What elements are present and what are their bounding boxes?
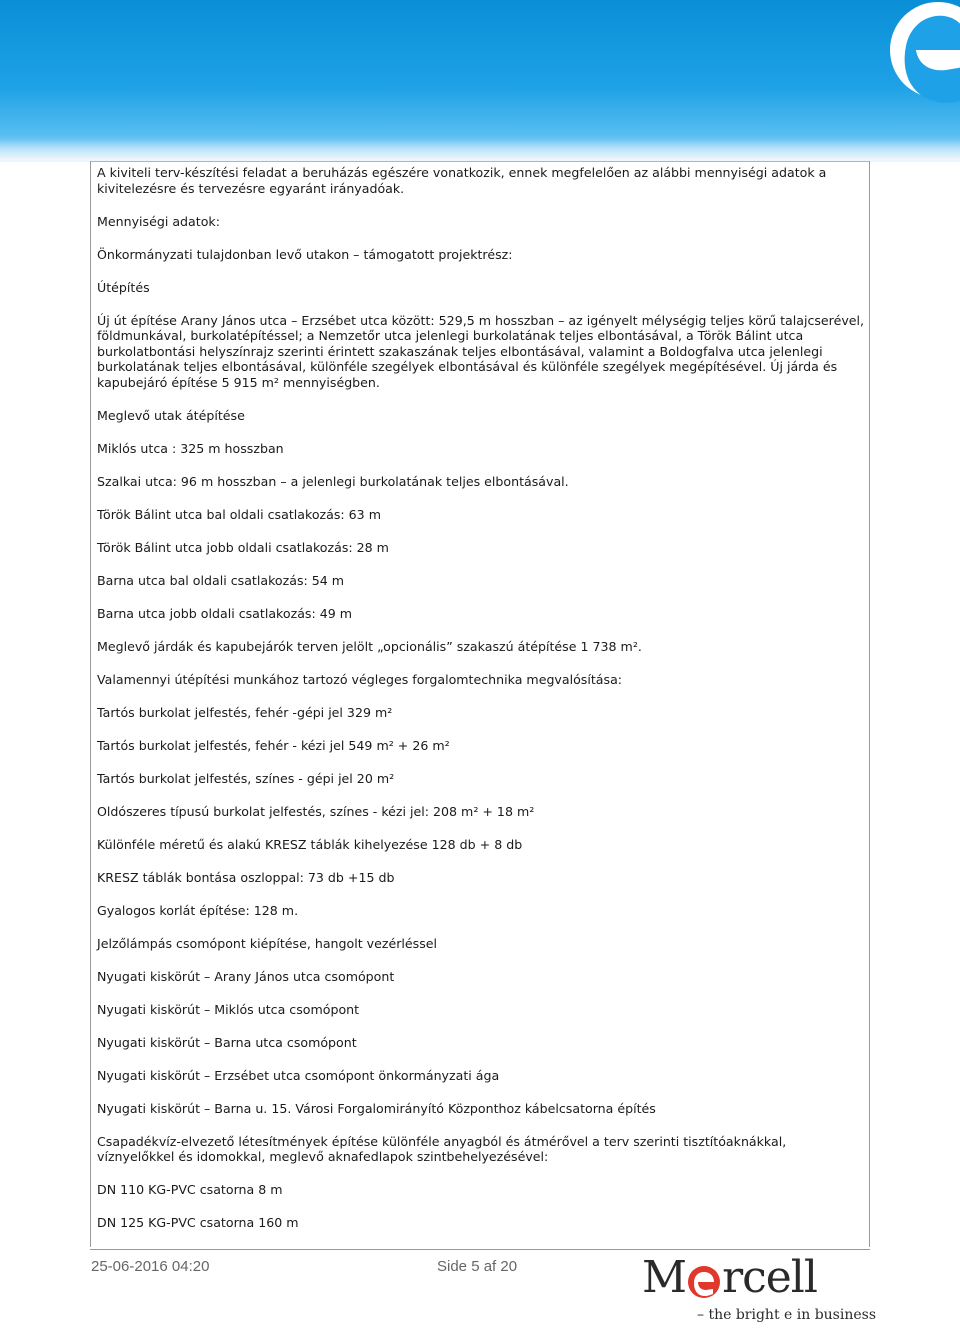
list-item: Nyugati kiskörút – Erzsébet utca csomópont önkormányzati ága (97, 1067, 500, 1083)
list-item: Tartós burkolat jelfestés, fehér -gépi jel 329 m² (97, 704, 393, 720)
list-item: Gyalogos korlát építése: 128 m. (97, 902, 299, 918)
list-item: Nyugati kiskörút – Miklós utca csomópont (97, 1001, 360, 1017)
list-item: Miklós utca : 325 m hosszban (97, 440, 284, 456)
list-item: DN 110 KG-PVC csatorna 8 m (97, 1182, 283, 1197)
brand-logo (642, 1252, 877, 1324)
list-item: Tartós burkolat jelfestés, színes - gépi jel 20 m² (97, 770, 395, 786)
paragraph-intro: A kiviteli terv-készítési feladat a beruházás egészére vonatkozik, ennek megfelelően az alábbi mennyiségi adatok a kivitelezésre és tervezésre egyaránt irányadóak. (97, 165, 827, 196)
brand-letter-m: M (642, 1252, 687, 1303)
footer-date: 25-06-2016 04:20 (91, 1258, 210, 1275)
list-item: Török Bálint utca bal oldali csatlakozás: 63 m (97, 506, 381, 522)
paragraph-new-road: Új út építése Arany János utca – Erzsébet utca között: 529,5 m hosszban – az igényelt mélységig teljes körű talajcserével, földmunkával, burkolatépítéssel; a Nemzetőr utca jelenlegi burkolatának teljes elbontásával, a Török Bálint utca burkolatbontási helyszínrajz szerinti érintett szakaszának teljes elbontásával, valamint a Boldogfalva utca jelenlegi burkolatának teljes elbontásával, különféle szegélyek elbontásával és különféle szegélyek megépítésével. Új járda és kapubejáró építése 5 915 m² mennyiségben. (97, 312, 865, 390)
brand-letters-rest: rcell (722, 1252, 817, 1303)
heading-municipal-roads: Önkormányzati tulajdonban levő utakon – támogatott projektrész: (97, 246, 513, 262)
list-item: Nyugati kiskörút – Barna utca csomópont (97, 1034, 357, 1050)
heading-existing-roads: Meglevő utak átépítése (97, 407, 245, 423)
list-item: Barna utca jobb oldali csatlakozás: 49 m (97, 605, 353, 621)
document-body (97, 165, 865, 1248)
heading-traffic-lights: Jelzőlámpás csomópont kiépítése, hangolt vezérléssel (97, 935, 438, 951)
brand-wordmark (642, 1252, 817, 1304)
list-item: Szalkai utca: 96 m hosszban – a jelenlegi burkolatának teljes elbontásával. (97, 473, 569, 489)
footer-page-number: Side 5 af 20 (437, 1258, 518, 1275)
list-item: KRESZ táblák bontása oszloppal: 73 db +15 db (97, 869, 395, 885)
brand-e-icon (686, 1252, 722, 1304)
list-item: Nyugati kiskörút – Barna u. 15. Városi Forgalomirányító Központhoz kábelcsatorna építés (97, 1100, 656, 1116)
heading-traffic-technology: Valamennyi útépítési munkához tartozó végleges forgalomtechnika megvalósítása: (97, 671, 623, 687)
header-band (0, 0, 960, 158)
footer-rule (90, 1249, 870, 1250)
list-item: Különféle méretű és alakú KRESZ táblák kihelyezése 128 db + 8 db (97, 836, 523, 852)
paragraph-drainage: Csapadékvíz-elvezető létesítmények építése különféle anyagból és átmérővel a terv szerinti tisztítóaknákkal, víznyelőkkel és idomokkal, meglevő aknafedlapok szintbehelyezésével: (97, 1133, 787, 1164)
list-item: Oldószeres típusú burkolat jelfestés, színes - kézi jel: 208 m² + 18 m² (97, 803, 535, 819)
heading-quantities: Mennyiségi adatok: (97, 213, 220, 229)
brand-tagline: – the bright e in business (697, 1307, 877, 1323)
header-fade (0, 140, 960, 162)
list-item: Tartós burkolat jelfestés, fehér - kézi jel 549 m² + 26 m² (97, 737, 450, 753)
heading-road-construction: Útépítés (97, 279, 150, 295)
list-item: Meglevő járdák és kapubejárók terven jelölt „opcionális” szakaszú átépítése 1 738 m². (97, 638, 642, 654)
merkell-e-logo-icon (820, 0, 960, 112)
list-item: Török Bálint utca jobb oldali csatlakozás: 28 m (97, 539, 389, 555)
list-item: DN 125 KG-PVC csatorna 160 m (97, 1215, 299, 1230)
list-item: Nyugati kiskörút – Arany János utca csomópont (97, 968, 395, 984)
list-item: Barna utca bal oldali csatlakozás: 54 m (97, 572, 345, 588)
